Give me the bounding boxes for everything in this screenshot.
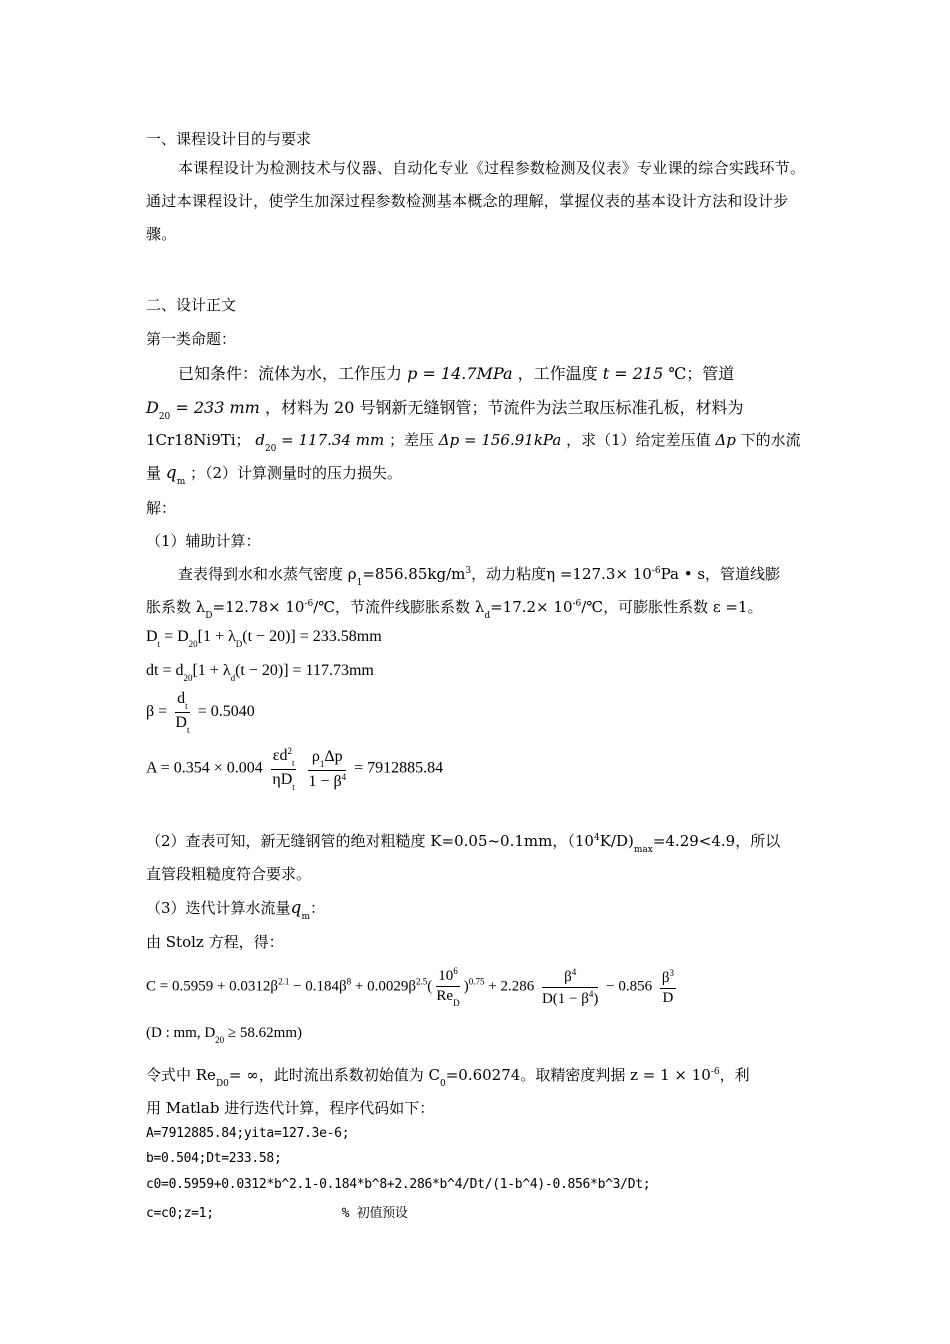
step1-text: 胀系数 λ [146,598,206,616]
given-text: 下的水流 [740,431,801,449]
section1-heading: 一、课程设计目的与要求 [146,130,312,148]
step1-properties-line2 [146,596,846,621]
given-text: ，材料为 20 号钢新无缝钢管；节流件为法兰取压标准孔板，材料为 [264,398,744,417]
temperature-value: t = 215 [602,364,664,383]
section2-heading: 二、设计正文 [146,296,237,314]
code-line: A=7912885.84;yita=127.3e-6; [146,1126,350,1141]
step1-text: /℃，节流件线膨胀系数 λ [313,598,485,616]
given-conditions-line1 [178,361,878,384]
superscript: 3 [465,566,472,576]
differential-pressure-symbol: Δp [715,431,736,449]
subscript: 20 [158,412,171,422]
condition-text: ≥ 58.62mm) [227,1025,302,1041]
equation-result: = 233.58mm [299,628,382,645]
stolz-equation: $C = 0.5959 + 0.0312\beta^{2.1} - 0.184\beta^8 + 0.0029\beta^{2.5}$( $\frac{10^6}{Re_D}$ )$^{0.75}$ + 2.286 $\frac{\beta^4}{D(1 - \beta^4)}$ − 0.856 $\frac{\beta^3}{D}$ [146,966,674,1008]
superscript: -6 [651,566,661,576]
step2-line2: 直管段粗糙度符合要求。 [146,865,312,883]
superscript: -6 [710,1067,720,1077]
step1-text: ，动力粘度η =127.3× 10 [471,565,652,583]
step1-text: =17.2× 10 [490,598,573,616]
step2-line1: （2）查表可知，新无缝钢管的绝对粗糙度 K=0.05~0.1mm，$(10^4K/D)_{max}=4.29<4.9$，所以 [146,832,781,855]
given-conditions-line2 [146,395,846,422]
step2-text: （2）查表可知，新无缝钢管的绝对粗糙度 K=0.05~0.1mm，（10 [146,832,594,850]
subscript: D [205,611,213,621]
given-conditions-line4 [146,462,846,487]
code-line: b=0.504;Dt=233.58; [146,1151,282,1166]
step3-text: ： [309,899,325,917]
init-text: 令式中 Re [146,1066,216,1084]
section1-paragraph: 本课程设计为检测技术与仪器、自动化专业《过程参数检测及仪表》专业课的综合实践环节。通过本课程设计，使学生加深过程参数检测基本概念的理解，掌握仪表的基本设计方法和设计步骤。 [146,159,806,243]
step2-text: K/D) [599,832,634,850]
orifice-diameter-value: = 117.34 mm [281,431,385,449]
superscript: -6 [304,599,314,609]
matlab-intro: 用 Matlab 进行迭代计算，程序代码如下： [146,1099,435,1117]
material-text: 1Cr18Ni9Ti； [146,431,251,449]
code-line: c=c0;z=1; % 初值预设 [146,1206,408,1221]
equation-Dt: $D_t = D_{20}[1 + \lambda_D(t - 20)] = 233.58mm$ [146,628,382,649]
step1-text: Pa • s，管道线膨 [660,565,781,583]
given-text: ，工作温度 [517,364,598,383]
step3-heading: （3）迭代计算水流量$q_m$： [146,898,325,922]
equation-result: = 0.5040 [197,703,255,721]
step1-text: /℃，可膨胀性系数 ε =1。 [581,598,763,616]
stolz-condition: (D : mm, $D_{20} \ge 58.62mm$) [146,1025,302,1045]
stolz-intro: 由 Stolz 方程，得： [146,933,284,951]
subscript: m [176,477,186,487]
subscript: D0 [215,1079,229,1089]
solution-label: 解： [146,499,177,517]
given-text: 已知条件：流体为水，工作压力 [178,364,403,383]
given-text: ℃；管道 [668,364,735,383]
pipe-diameter-value: = 233 mm [175,398,260,417]
step2-text: =4.29<4.9，所以 [652,832,781,850]
step1-properties-line1 [178,563,878,588]
equation-dt: dt = $d_{20}[1 + \lambda_d(t - 20)] = 117.73mm$ [146,662,374,683]
superscript: -6 [572,599,582,609]
pressure-value: p = 14.7MPa [407,364,513,383]
init-text: ，利 [719,1066,750,1084]
init-text: = ∞，此时流出系数初始值为 C [228,1066,440,1084]
equation-A: A = 0.354 × 0.004 $\frac{\varepsilon d^2_t}{\eta D_t}$ $\frac{\rho_1\Delta p}{1 - \beta^4}$ = 7912885.84 [146,746,444,792]
init-text: =0.60274。取精密度判据 z = 1 × 10 [445,1066,711,1084]
subscript: 20 [264,444,277,454]
initial-value-line: 令式中 $Re_{D0}=$ ∞，此时流出系数初始值为 $C_0=0.60274$。取精密度判据 $z = 1 \times 10^{-6}$，利 [146,1066,750,1089]
subscript: max [633,845,653,855]
step1-text: =12.78× 10 [212,598,305,616]
pipe-diameter-symbol: D [146,398,159,417]
step3-text: （3）迭代计算水流量 [146,899,291,917]
given-text: ；（2）计算测量时的压力损失。 [190,464,403,482]
given-text: ，求（1）给定差压值 [566,431,711,449]
subscript: 1 [356,578,363,588]
given-conditions-line3 [146,429,846,454]
equation-result: = 7912885.84 [354,759,444,777]
flow-symbol: q [165,463,177,483]
subscript: d [484,611,491,621]
given-text: 量 [146,464,162,482]
differential-pressure-value: Δp = 156.91kPa [438,431,562,449]
step1-heading: （1）辅助计算： [146,532,261,550]
step1-text: 查表得到水和水蒸气密度 ρ [178,565,357,583]
section2-subheading: 第一类命题： [146,330,237,348]
code-line: c0=0.5959+0.0312*b^2.1-0.184*b^8+2.286*b^4/Dt/(1-b^4)-0.856*b^3/Dt; [146,1177,651,1192]
step1-text: =856.85kg/m [362,565,466,583]
orifice-diameter-symbol: d [255,431,265,449]
given-text: ；差压 [389,431,435,449]
equation-beta: β = $\frac{d_t}{D_t}$ = 0.5040 [146,690,255,735]
condition-text: (D : mm, D [146,1025,216,1041]
equation-result: = 117.73mm [292,662,374,679]
